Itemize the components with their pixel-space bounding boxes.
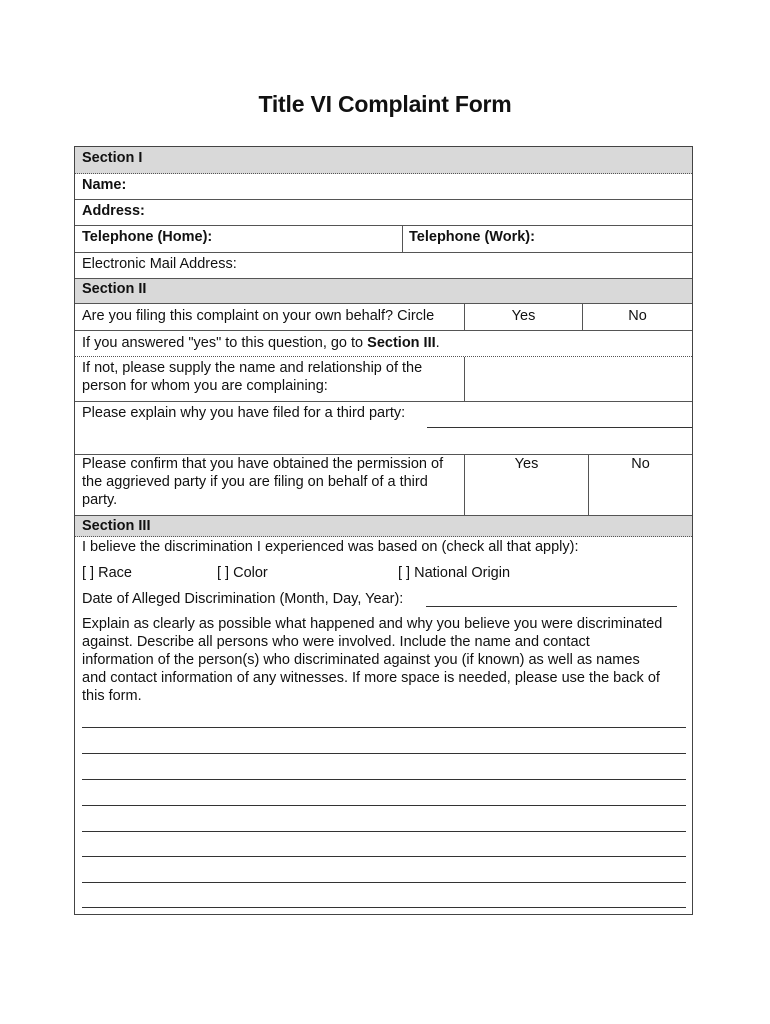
telephone-row — [75, 226, 692, 253]
third-party-explain-label: Please explain why you have filed for a third party: — [82, 405, 406, 421]
checkbox-color[interactable]: [ ] Color — [217, 565, 268, 581]
address-label: Address: — [82, 203, 145, 219]
complaint-form — [74, 146, 693, 915]
explain-line-1: Explain as clearly as possible what happened and why you believe you were discriminated — [82, 616, 663, 632]
explain-line-2: against. Describe all persons who were involved. Include the name and contact — [82, 634, 590, 650]
explain-line-4: and contact information of any witnesses. If more space is needed, please use the back of — [82, 670, 660, 686]
explain-line-5: this form. — [82, 688, 142, 704]
third-party-name-field[interactable] — [465, 357, 692, 401]
permission-no[interactable]: No — [631, 456, 650, 472]
name-row[interactable] — [75, 174, 692, 200]
date-field-line[interactable] — [426, 606, 677, 607]
permission-line-1: Please confirm that you have obtained the permission of — [82, 456, 444, 472]
discrimination-basis-prompt: I believe the discrimination I experienced was based on (check all that apply): — [82, 539, 579, 555]
email-row[interactable] — [75, 253, 692, 279]
section-1-heading: Section I — [82, 150, 143, 166]
if-yes-section-link: Section III — [367, 335, 436, 351]
explain-line-3: information of the person(s) who discriminated against you (if known) as well as names — [82, 652, 640, 668]
if-yes-row — [75, 331, 692, 357]
if-yes-suffix: . — [435, 335, 440, 351]
permission-line-3: party. — [82, 492, 118, 508]
name-label: Name: — [82, 177, 127, 193]
date-label: Date of Alleged Discrimination (Month, Day, Year): — [82, 591, 404, 607]
section-3-body — [75, 537, 692, 914]
third-party-explain-row — [75, 402, 692, 455]
writing-line[interactable] — [82, 882, 686, 883]
third-party-explain-line[interactable] — [427, 427, 692, 428]
section-2-header — [75, 279, 692, 304]
third-party-name-line-1: If not, please supply the name and relationship of the — [82, 360, 423, 376]
telephone-divider — [402, 226, 403, 252]
section-1-header — [75, 147, 692, 174]
if-yes-prefix: If you answered "yes" to this question, go to — [82, 335, 368, 351]
own-behalf-question: Are you filing this complaint on your own behalf? Circle — [82, 308, 435, 324]
third-party-name-row — [75, 357, 692, 402]
telephone-work-label: Telephone (Work): — [409, 229, 535, 245]
permission-yes[interactable]: Yes — [514, 456, 539, 472]
own-behalf-yes[interactable]: Yes — [511, 308, 536, 324]
form-title: Title VI Complaint Form — [258, 91, 512, 117]
telephone-home-label: Telephone (Home): — [82, 229, 213, 245]
writing-line[interactable] — [82, 831, 686, 832]
checkbox-race[interactable]: [ ] Race — [82, 565, 132, 581]
section-2-heading: Section II — [82, 281, 147, 297]
writing-line[interactable] — [82, 779, 686, 780]
permission-row — [75, 455, 692, 516]
section-3-heading: Section III — [82, 518, 151, 534]
writing-line[interactable] — [82, 727, 686, 728]
permission-line-2: the aggrieved party if you are filing on behalf of a third — [82, 474, 428, 490]
writing-line[interactable] — [82, 907, 686, 908]
writing-line[interactable] — [82, 753, 686, 754]
writing-line[interactable] — [82, 856, 686, 857]
own-behalf-row — [75, 304, 692, 331]
writing-line[interactable] — [82, 805, 686, 806]
if-yes-instruction — [82, 334, 440, 352]
own-behalf-no[interactable]: No — [628, 308, 647, 324]
address-row[interactable] — [75, 200, 692, 226]
third-party-name-line-2: person for whom you are complaining: — [82, 378, 328, 394]
section-3-header — [75, 516, 692, 537]
checkbox-national-origin[interactable]: [ ] National Origin — [398, 565, 511, 581]
email-label: Electronic Mail Address: — [82, 256, 237, 272]
